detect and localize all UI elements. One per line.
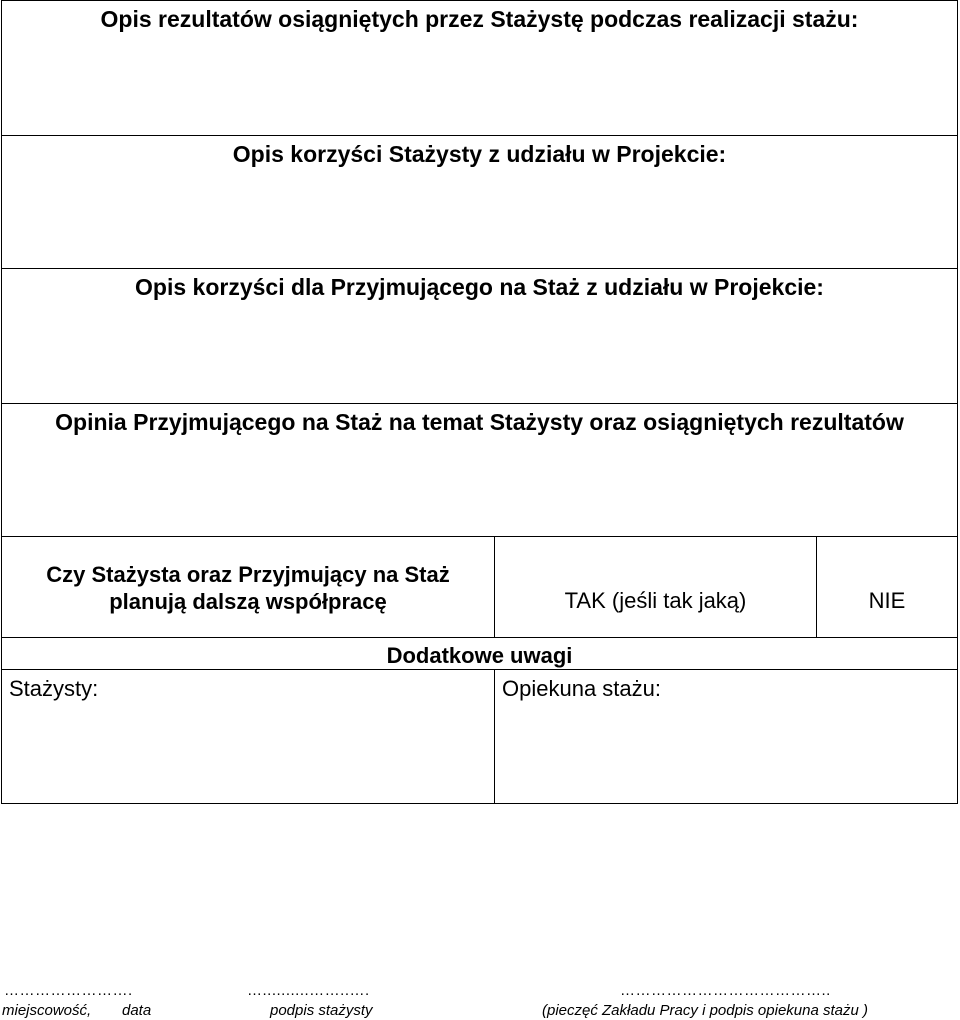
- intern-benefits-section[interactable]: [2, 136, 958, 269]
- cooperation-no-cell[interactable]: [817, 537, 958, 638]
- supervisor-signature-caption: (pieczęć Zakładu Pracy i podpis opiekuna stażu ): [542, 1002, 869, 1019]
- results-section[interactable]: [2, 1, 958, 136]
- intern-benefits-heading: Opis korzyści Stażysty z udziału w Projekcie:: [232, 141, 727, 167]
- results-heading: Opis rezultatów osiągniętych przez Stażystę podczas realizacji stażu:: [100, 6, 859, 32]
- cooperation-question-line2: planują dalszą współpracę: [109, 589, 387, 614]
- place-date-signature-line[interactable]: …………………….: [4, 982, 133, 999]
- host-benefits-section[interactable]: [2, 269, 958, 404]
- intern-signature-line[interactable]: …..........……..….: [247, 982, 370, 999]
- date-caption: data: [122, 1002, 152, 1019]
- signature-area: [0, 982, 960, 1020]
- remarks-heading: Dodatkowe uwagi: [386, 643, 573, 668]
- host-benefits-heading: Opis korzyści dla Przyjmującego na Staż z udziału w Projekcie:: [135, 274, 824, 300]
- internship-evaluation-form: [1, 0, 958, 804]
- place-caption: miejscowość,: [2, 1002, 92, 1019]
- opinion-heading: Opinia Przyjmującego na Staż na temat Stażysty oraz osiągniętych rezultatów: [55, 409, 904, 435]
- intern-remarks-cell[interactable]: [2, 670, 495, 804]
- cooperation-yes-cell[interactable]: [495, 537, 817, 638]
- supervisor-signature-line[interactable]: …………………………………..: [620, 982, 831, 999]
- cooperation-no-option: NIE: [868, 588, 906, 613]
- cooperation-question-cell: [2, 537, 495, 638]
- intern-remarks-label: Stażysty:: [9, 676, 99, 701]
- intern-signature-caption: podpis stażysty: [270, 1002, 373, 1019]
- opinion-section[interactable]: [2, 404, 958, 537]
- supervisor-remarks-label: Opiekuna stażu:: [502, 676, 661, 701]
- remarks-header-cell: [2, 638, 958, 670]
- cooperation-question-line1: Czy Stażysta oraz Przyjmujący na Staż: [46, 562, 450, 587]
- cooperation-question: [2, 559, 494, 615]
- supervisor-remarks-cell[interactable]: [495, 670, 958, 804]
- cooperation-yes-option: TAK (jeśli tak jaką): [564, 588, 747, 613]
